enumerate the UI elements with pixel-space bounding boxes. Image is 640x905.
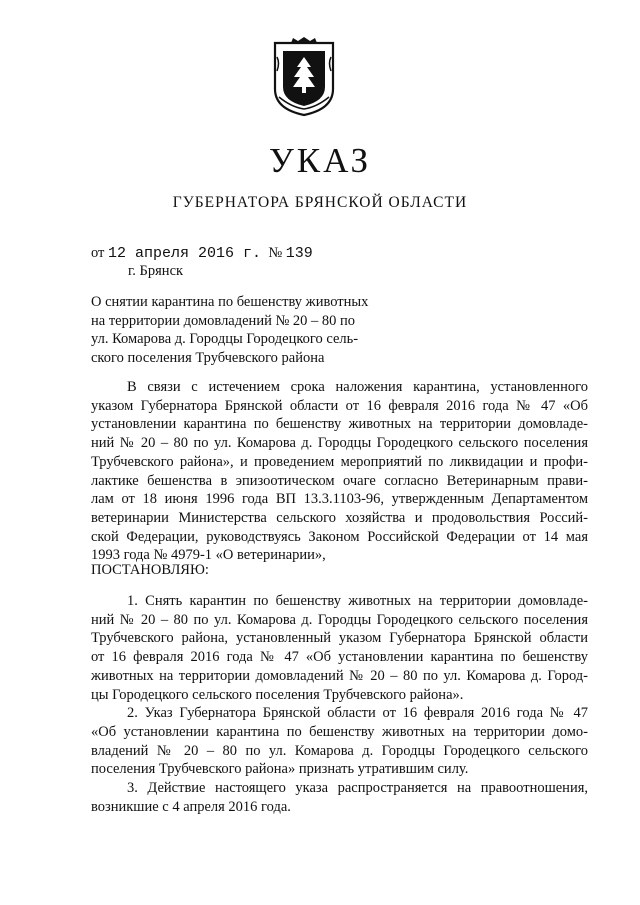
text-line: поселения Трубчевского района» признать утратившим силу. <box>91 761 469 778</box>
decree-item-3 <box>91 779 588 816</box>
text-line: возникшие с 4 апреля 2016 года. <box>91 798 291 815</box>
text-line: ний № 20 – 80 по ул. Комарова д. Городцы Городецкого сельского поселения <box>91 435 588 452</box>
text-line: указом Губернатора Брянской области от 16 февраля 2016 года № 47 «Об <box>91 397 588 414</box>
text-line: 1. Снять карантин по бешенству животных на территории домовладе- <box>127 593 588 609</box>
city: г. Брянск <box>128 263 184 279</box>
text-line: ний № 20 – 80 по ул. Комарова д. Городцы Городецкого сельского поселения <box>91 611 588 628</box>
preamble-paragraph <box>91 378 588 565</box>
date-value: 12 апреля 2016 г. <box>108 245 262 262</box>
text-line: лактике бешенства в эпизоотическом очаге согласно Ветеринарным прави- <box>91 472 588 489</box>
text-line: установлении карантина по бешенству животных на территории домовладе- <box>91 416 588 433</box>
text-line: цы Городецкого сельского поселения Трубчевского района». <box>91 686 464 703</box>
coat-of-arms-icon <box>271 37 337 117</box>
text-line: В связи с истечением срока наложения карантина, установленного <box>127 379 588 395</box>
text-line: Трубчевского района», и проведением мероприятий по ликвидации и профи- <box>91 453 588 470</box>
text-line: ветеринарии Министерства сельского хозяйства и продовольствия Россий- <box>91 509 588 526</box>
number-sign: № <box>268 245 283 261</box>
text-line: ской Федерации, руководствуясь Законом Российской Федерации от 14 мая <box>91 528 588 545</box>
number-value: 139 <box>285 245 313 262</box>
decree-items <box>91 592 588 816</box>
text-line: животных на территории домовладений № 20 – 80 по ул. Комарова д. Город- <box>91 667 588 684</box>
text-line: Трубчевского района, установленный указом Губернатора Брянской области <box>91 630 588 647</box>
decree-heading <box>91 293 391 368</box>
heading-line: ского поселения Трубчевского района <box>91 350 325 367</box>
text-line: «Об установлении карантина по бешенству животных на территории домо- <box>91 723 588 740</box>
text-line: лам от 18 июня 1996 года ВП 13.3.1103-96, утвержденным Департаментом <box>91 491 588 508</box>
heading-line: на территории домовладений № 20 – 80 по <box>91 312 356 329</box>
text-line: 3. Действие настоящего указа распространяется на правоотношения, <box>127 780 588 797</box>
date-prefix: от <box>91 245 105 261</box>
decree-item-2 <box>91 704 588 779</box>
text-line: от 16 февраля 2016 года № 47 «Об установлении карантина по бешенству <box>91 649 588 666</box>
text-line: 2. Указ Губернатора Брянской области от 16 февраля 2016 года № 47 <box>127 705 588 722</box>
heading-line: О снятии карантина по бешенству животных <box>91 294 369 310</box>
date-number-line <box>91 244 313 263</box>
heading-line: ул. Комарова д. Городцы Городецкого сель- <box>91 331 359 348</box>
decree-word: ПОСТАНОВЛЯЮ: <box>91 562 209 578</box>
document-subtitle: ГУБЕРНАТОРА БРЯНСКОЙ ОБЛАСТИ <box>172 194 468 211</box>
text-line: владений № 20 – 80 по ул. Комарова д. Городцы Городецкого сельского <box>91 742 588 759</box>
text-line: 1993 года № 4979-1 «О ветеринарии», <box>91 547 326 564</box>
document-title: УКАЗ <box>268 141 372 180</box>
decree-item-1 <box>91 592 588 704</box>
